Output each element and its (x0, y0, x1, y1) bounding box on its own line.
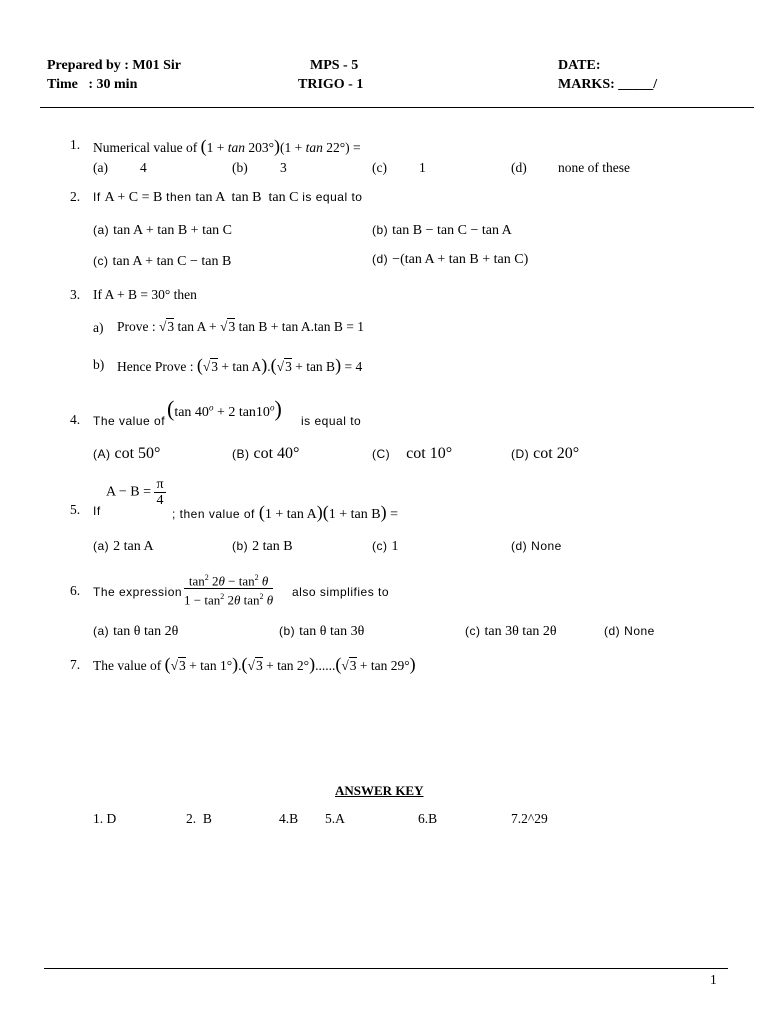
q1-option-b-label: (b) (232, 160, 248, 175)
q6-option-b (279, 622, 364, 640)
answer-7: 7.2^29 (511, 811, 548, 826)
q6-option-d-value: None (624, 624, 655, 638)
q6-option-a-value: tan θ tan 2θ (113, 624, 179, 639)
answer-2: 2. B (186, 811, 212, 826)
q6-number: 6. (70, 583, 81, 598)
q5-option-c-value: 1 (391, 539, 399, 554)
answer-key-title: ANSWER KEY (335, 783, 424, 798)
answer-5: 5.A (325, 811, 345, 826)
q2-option-d-value: −(tan A + tan B + tan C) (392, 252, 529, 267)
q5-option-a-label: (a) (93, 539, 110, 553)
q5-option-a (93, 537, 154, 555)
answer-6: 6.B (418, 811, 438, 826)
q5-number: 5. (70, 502, 81, 517)
q3b-label: b) (93, 357, 105, 372)
q2-option-a (93, 221, 232, 239)
q2-option-c-label: (c) (93, 254, 109, 268)
q3-number: 3. (70, 287, 81, 302)
q6-fraction: $\frac{\tan^2 2\theta - \tan^2 \theta}{1 - \tan^2 2\theta \tan^2 \theta}$ (184, 570, 273, 608)
time-limit: Time : 30 min (47, 77, 138, 92)
q6-option-d-label: (d) (604, 624, 621, 638)
q5-option-c (372, 537, 399, 555)
q4-option-c (372, 445, 452, 463)
prepared-by: Prepared by : M01 Sir (47, 58, 182, 73)
q2-option-c-value: tan A + tan C − tan B (112, 254, 232, 269)
q4-option-c-label: (C) (372, 447, 391, 461)
q5-option-d-label: (d) (511, 539, 528, 553)
q3-text: If A + B = 30° then (93, 287, 197, 302)
q1-option-d-value: none of these (558, 160, 630, 175)
q5-option-b-label: (b) (232, 539, 249, 553)
q5-option-b (232, 537, 293, 555)
header-divider (40, 107, 754, 108)
q6-option-c (465, 622, 557, 640)
q2-option-a-value: tan A + tan B + tan C (113, 223, 233, 238)
q2-text: If A + C = B then tan A tan B tan C is equal to (93, 190, 363, 205)
q4-option-d (511, 445, 579, 463)
q4-option-a-value: cot 50° (114, 445, 161, 462)
q7-text: The value of (√3 + tan 1°).(√3 + tan 2°)......(√3 + tan 29°) (93, 654, 416, 674)
q4-option-b (232, 445, 299, 463)
q3a-text: Prove : √3 tan A + √3 tan B + tan A.tan B = 1 (117, 319, 365, 334)
q6-option-c-value: tan 3θ tan 2θ (484, 624, 557, 639)
q2-option-d (372, 250, 528, 268)
answer-4: 4.B (279, 811, 299, 826)
q2-option-c (93, 252, 231, 270)
q2-option-b (372, 221, 512, 239)
q4-option-d-value: cot 20° (533, 445, 580, 462)
q1-option-a-label: (a) (93, 160, 108, 175)
q5-if: If (93, 504, 101, 518)
q2-number: 2. (70, 189, 81, 204)
q6-option-a-label: (a) (93, 624, 110, 638)
marks-field: MARKS: _____/ (558, 77, 658, 92)
answer-1: 1. D (93, 811, 117, 826)
page-number: 1 (710, 972, 717, 987)
q2-option-a-label: (a) (93, 223, 110, 237)
q2-option-b-value: tan B − tan C − tan A (392, 223, 512, 238)
q1-option-b-value: 3 (280, 160, 287, 175)
q4-option-c-value: cot 10° (406, 445, 453, 462)
date-field: DATE: (558, 58, 601, 73)
q5-tail: ; then value of (1 + tan A)(1 + tan B) = (172, 502, 398, 522)
sheet-id: MPS - 5 (310, 58, 359, 73)
q4-option-d-label: (D) (511, 447, 530, 461)
q4-number: 4. (70, 412, 81, 427)
q4-option-b-label: (B) (232, 447, 250, 461)
q4-option-a-label: (A) (93, 447, 111, 461)
q6-option-b-value: tan θ tan 3θ (299, 624, 365, 639)
q4-option-b-value: cot 40° (253, 445, 300, 462)
q7-number: 7. (70, 657, 81, 672)
q5-option-a-value: 2 tan A (113, 539, 154, 554)
q1-option-c-value: 1 (419, 160, 426, 175)
q6-lead: The expression (93, 585, 183, 599)
q1-option-c-label: (c) (372, 160, 387, 175)
q2-option-b-label: (b) (372, 223, 389, 237)
q4-lead: The value of (93, 414, 166, 428)
q5-option-c-label: (c) (372, 539, 388, 553)
q1-option-a-value: 4 (140, 160, 147, 175)
q1-text: Numerical value of (1 + tan 203°)(1 + tan 22°) = (93, 136, 361, 156)
q5-option-b-value: 2 tan B (252, 539, 293, 554)
q6-option-b-label: (b) (279, 624, 296, 638)
q5-option-d-value: None (531, 539, 562, 553)
q3a-label: a) (93, 320, 104, 335)
q5-condition: A − B = $\frac{\pi}{4}$ (106, 477, 164, 508)
q2-option-d-label: (d) (372, 252, 389, 266)
topic-title: TRIGO - 1 (298, 77, 364, 92)
q4-expression: (tan $40^o + 2$ tan10$^o$) (167, 396, 282, 421)
q5-option-d (511, 537, 562, 555)
q6-option-d (604, 622, 655, 640)
footer-divider (44, 968, 728, 969)
q1-option-d-label: (d) (511, 160, 527, 175)
q6-option-a (93, 622, 178, 640)
q4-option-a (93, 445, 160, 463)
q6-tail: also simplifies to (292, 585, 390, 599)
q3b-text: Hence Prove : (√3 + tan A).(√3 + tan B) = 4 (117, 355, 363, 375)
q4-tail: is equal to (301, 414, 362, 428)
q6-option-c-label: (c) (465, 624, 481, 638)
q1-number: 1. (70, 137, 81, 152)
